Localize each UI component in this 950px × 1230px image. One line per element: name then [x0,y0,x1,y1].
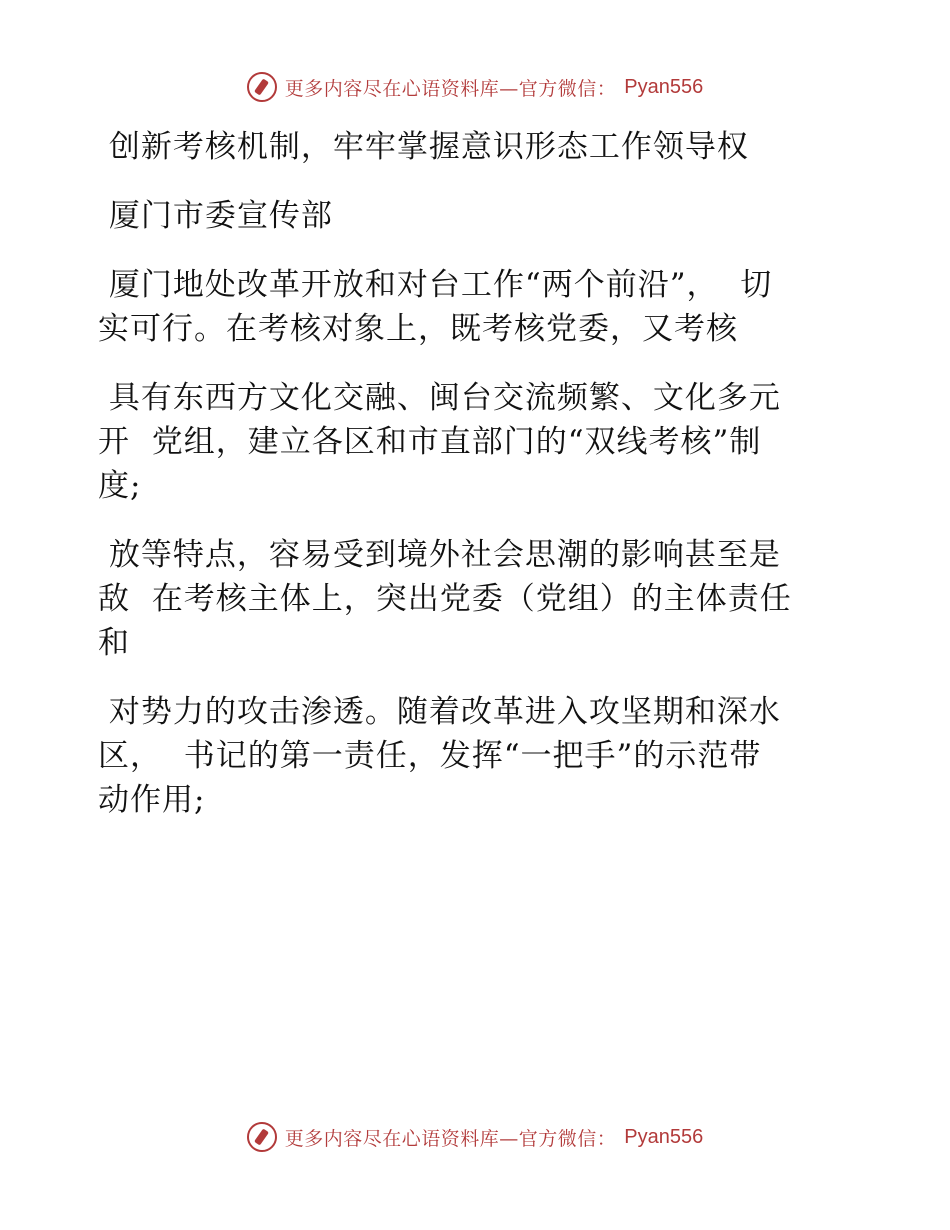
header-watermark-text: 更多内容尽在心语资料库—官方微信： [284,77,617,100]
paragraph-line: 具有东西方文化交融、闽台交流频繁、文化多元 [98,380,781,416]
paragraph-line: 和 [98,625,130,661]
header-watermark-code: Pyan556 [624,75,704,98]
document-body [98,125,858,822]
paragraph-line: 对势力的攻击渗透。随着改革进入攻坚期和深水 [98,694,781,730]
paragraph-2 [98,376,858,508]
paragraph-line: 实可行。在考核对象上，既考核党委，又考核 [98,311,738,347]
footer-watermark-text: 更多内容尽在心语资料库—官方微信： [284,1127,617,1150]
document-author: 厦门市委宣传部 [98,198,333,234]
footer-watermark-banner [0,1122,950,1152]
paragraph-4 [98,690,858,822]
paragraph-line: 放等特点，容易受到境外社会思潮的影响甚至是 [98,537,781,573]
paragraph-1 [98,263,858,351]
pen-logo-icon [247,1122,277,1152]
footer-watermark-code: Pyan556 [624,1125,704,1148]
pen-logo-icon [247,72,277,102]
paragraph-line: 开 党组，建立各区和市直部门的“双线考核”制 [98,424,762,460]
paragraph-line: 度; [98,468,142,504]
paragraph-line: 厦门地处改革开放和对台工作“两个前沿”， 切 [98,267,773,303]
paragraph-line: 敌 在考核主体上，突出党委（党组）的主体责任 [98,581,792,617]
paragraph-line: 动作用; [98,782,206,818]
header-watermark-banner [0,72,950,102]
document-title: 创新考核机制，牢牢掌握意识形态工作领导权 [98,129,749,165]
paragraph-3 [98,533,858,665]
paragraph-line: 区， 书记的第一责任，发挥“一把手”的示范带 [98,738,762,774]
